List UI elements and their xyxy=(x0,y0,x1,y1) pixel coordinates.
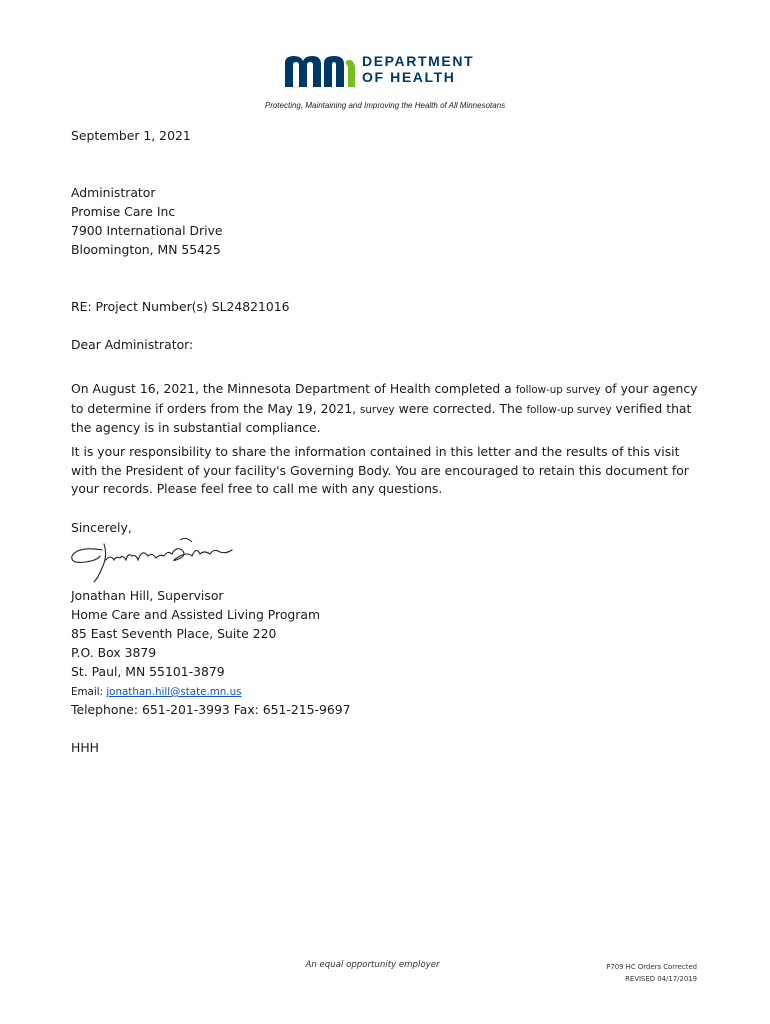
salutation: Dear Administrator: xyxy=(71,337,194,352)
footer-form-id xyxy=(540,961,697,985)
address-line-3: 7900 International Drive xyxy=(71,223,223,238)
form-id: P709 HC Orders Corrected xyxy=(606,963,697,971)
address-line-4: Bloomington, MN 55425 xyxy=(71,242,221,257)
address-line-2: Promise Care Inc xyxy=(71,204,176,219)
signer-city: St. Paul, MN 55101-3879 xyxy=(71,664,225,679)
letter-date: September 1, 2021 xyxy=(71,128,191,143)
body-paragraph-1: On August 16, 2021, the Minnesota Department of Health completed a follow-up survey of your agency to determine if orders from the May 19, 2021, survey were corrected. The follow-up survey verified that the agency is in substantial compliance. xyxy=(71,381,698,436)
revised-date: REVISED 04/17/2019 xyxy=(625,975,697,983)
address-line-1: Administrator xyxy=(71,185,156,200)
signer-phone: Telephone: 651-201-3993 Fax: 651-215-9697 xyxy=(71,702,351,717)
email-link[interactable]: jonathan.hill@state.mn.us xyxy=(106,686,242,698)
tagline: Protecting, Maintaining and Improving the Health of All Minnesotans xyxy=(264,101,506,110)
signer-po-box: P.O. Box 3879 xyxy=(71,645,157,660)
email-label: Email: xyxy=(71,686,107,698)
initials: HHH xyxy=(71,740,99,755)
signer-email-line xyxy=(71,682,241,702)
signer-program: Home Care and Assisted Living Program xyxy=(71,607,321,622)
re-line: RE: Project Number(s) SL24821016 xyxy=(71,299,290,314)
footer-equal-opportunity: An equal opportunity employer xyxy=(305,960,440,970)
logo-text-of-health: OF HEALTH xyxy=(362,69,456,85)
closing: Sincerely, xyxy=(71,520,132,535)
signer-street: 85 East Seventh Place, Suite 220 xyxy=(71,626,277,641)
mn-logo-icon xyxy=(285,53,357,87)
signer-name: Jonathan Hill, Supervisor xyxy=(71,588,224,603)
body-paragraph-2: It is your responsibility to share the information contained in this letter and the results of this visit with the President of your facility's Governing Body. You are encouraged to retain this document for your records. Please feel free to call me with any questions. xyxy=(71,444,689,497)
logo-text-department: DEPARTMENT xyxy=(362,53,475,69)
signature xyxy=(64,526,239,586)
